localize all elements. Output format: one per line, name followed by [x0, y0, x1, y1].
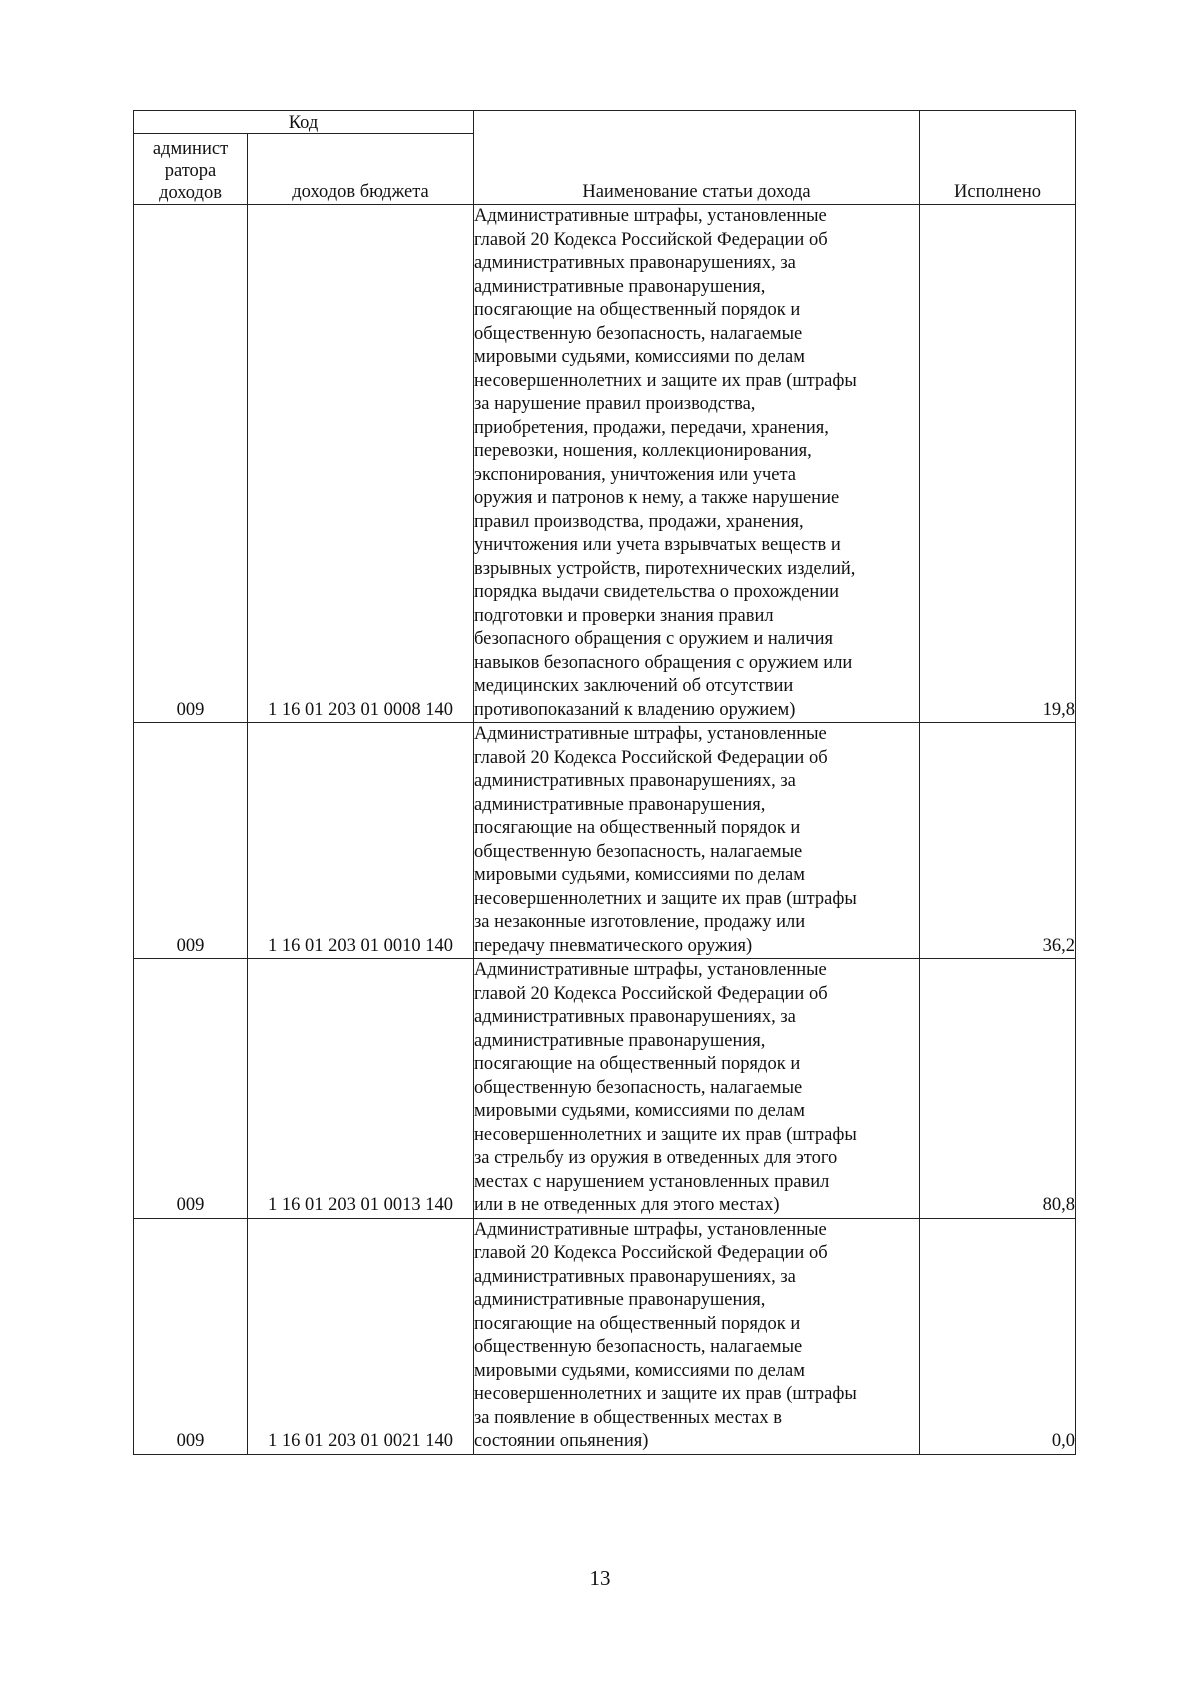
table-row — [134, 959, 1076, 1219]
table-body — [134, 205, 1076, 1455]
executed-amount-cell: 0,0 — [920, 1218, 1076, 1454]
table-row — [134, 1218, 1076, 1454]
executed-amount-cell: 19,8 — [920, 205, 1076, 723]
budget-code-cell: 1 16 01 203 01 0013 140 — [248, 959, 474, 1219]
budget-code-cell: 1 16 01 203 01 0021 140 — [248, 1218, 474, 1454]
budget-code-cell: 1 16 01 203 01 0010 140 — [248, 723, 474, 959]
revenue-table — [133, 110, 1076, 1455]
page-number: 13 — [589, 1566, 611, 1590]
executed-amount-cell: 36,2 — [920, 723, 1076, 959]
administrator-code-cell: 009 — [134, 959, 248, 1219]
revenue-name-cell: Административные штрафы, установленные главой 20 Кодекса Российской Федерации об административных правонарушениях, за административные правонарушения, посягающие на общественный порядок и общественную безопасность, налагаемые мировыми судьями, комиссиями по делам несовершеннолетних и защите их прав (штрафы за появление в общественных местах в состоянии опьянения) — [474, 1218, 920, 1454]
administrator-code-cell: 009 — [134, 205, 248, 723]
executed-column-header: Исполнено — [920, 111, 1076, 205]
budget-code-cell: 1 16 01 203 01 0008 140 — [248, 205, 474, 723]
executed-amount-cell: 80,8 — [920, 959, 1076, 1219]
revenue-name-cell: Административные штрафы, установленные главой 20 Кодекса Российской Федерации об административных правонарушениях, за административные правонарушения, посягающие на общественный порядок и общественную безопасность, налагаемые мировыми судьями, комиссиями по делам несовершеннолетних и защите их прав (штрафы за незаконные изготовление, продажу или передачу пневматического оружия) — [474, 723, 920, 959]
code-group-header: Код — [134, 111, 474, 134]
administrator-code-cell: 009 — [134, 723, 248, 959]
table-row — [134, 205, 1076, 723]
budget-code-column-header: доходов бюджета — [248, 134, 474, 205]
revenue-name-cell: Административные штрафы, установленные главой 20 Кодекса Российской Федерации об административных правонарушениях, за административные правонарушения, посягающие на общественный порядок и общественную безопасность, налагаемые мировыми судьями, комиссиями по делам несовершеннолетних и защите их прав (штрафы за стрельбу из оружия в отведенных для этого местах с нарушением установленных правил или в не отведенных для этого местах) — [474, 959, 920, 1219]
administrator-code-cell: 009 — [134, 1218, 248, 1454]
table-row — [134, 723, 1076, 959]
revenue-name-cell: Административные штрафы, установленные главой 20 Кодекса Российской Федерации об административных правонарушениях, за административные правонарушения, посягающие на общественный порядок и общественную безопасность, налагаемые мировыми судьями, комиссиями по делам несовершеннолетних и защите их прав (штрафы за нарушение правил производства, приобретения, продажи, передачи, хранения, перевозки, ношения, коллекционирования, экспонирования, уничтожения или учета оружия и патронов к нему, а также нарушение правил производства, продажи, хранения, уничтожения или учета взрывчатых веществ и взрывных устройств, пиротехнических изделий, порядка выдачи свидетельства о прохождении подготовки и проверки знания правил безопасного обращения с оружием и наличия навыков безопасного обращения с оружием или медицинских заключений об отсутствии противопоказаний к владению оружием) — [474, 205, 920, 723]
table-header — [134, 111, 1076, 205]
administrator-column-header: админист ратора доходов — [134, 134, 248, 205]
name-column-header: Наименование статьи дохода — [474, 111, 920, 205]
